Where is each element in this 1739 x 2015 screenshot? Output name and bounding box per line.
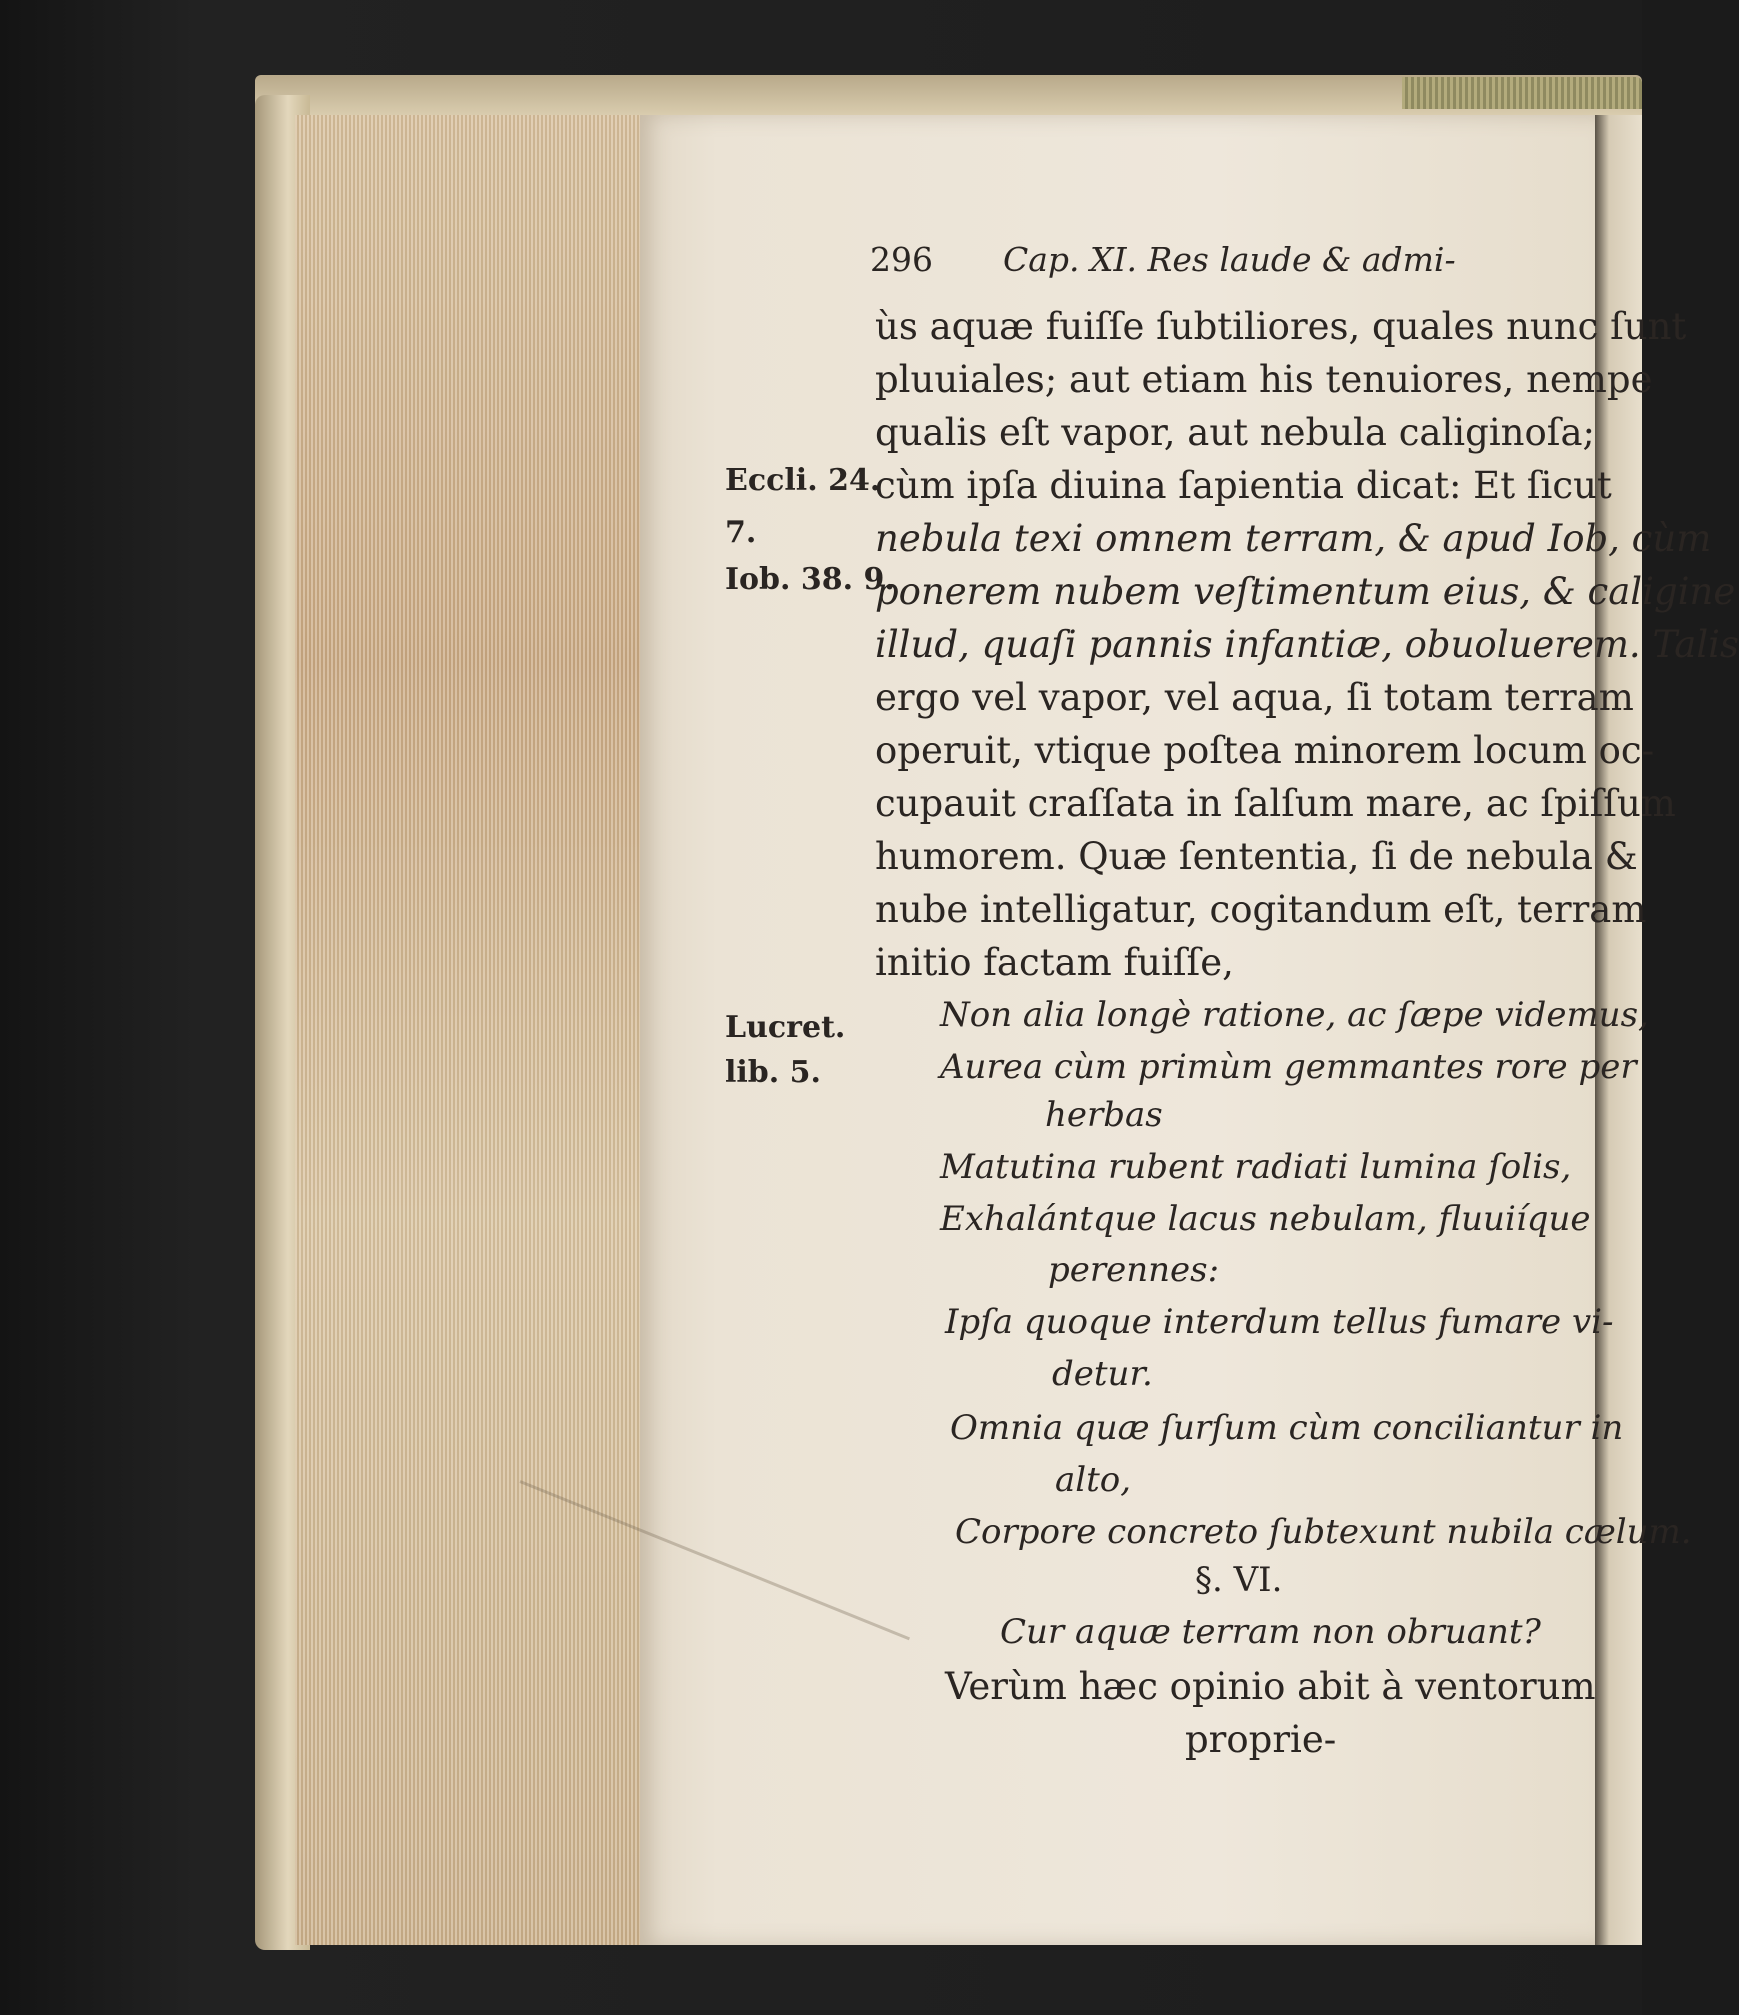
section-title: Cur aquæ terram non obruant? — [1000, 1612, 1541, 1652]
page-edges — [295, 115, 647, 1945]
verse-line: Aurea cùm primùm gemmantes rore per — [940, 1047, 1637, 1087]
catchword: proprie- — [1185, 1718, 1337, 1761]
body-line: nebula texi omnem terram, & apud Iob, cùm — [875, 517, 1712, 560]
verse-line: Omnia quæ ſurſum cùm conciliantur in — [950, 1408, 1624, 1448]
margin-note: Iob. 38. 9. — [725, 562, 895, 597]
body-line: qualis eſt vapor, aut nebula caliginoſa; — [875, 411, 1595, 454]
running-title: Cap. XI. Res laude & admi- — [1003, 240, 1456, 279]
running-header — [870, 240, 1456, 279]
body-line: illud, quaſi pannis infantiæ, obuoluerem. Talis — [875, 623, 1739, 666]
page-number: 296 — [870, 240, 933, 279]
verse-line: perennes: — [1048, 1250, 1220, 1290]
verse-line: herbas — [1045, 1095, 1163, 1135]
verse-line: Exhalántque lacus nebulam, fluuiíque — [940, 1199, 1591, 1239]
body-line: operuit, vtique poſtea minorem locum oc- — [875, 729, 1655, 772]
body-line: Verùm hæc opinio abit à ventorum — [945, 1665, 1596, 1708]
margin-note: lib. 5. — [725, 1055, 821, 1090]
section-number: §. VI. — [1195, 1560, 1283, 1600]
verse-line: alto, — [1055, 1460, 1132, 1500]
body-line: nube intelligatur, cogitandum eſt, terram — [875, 888, 1647, 931]
verse-line: detur. — [1052, 1354, 1153, 1394]
body-line: cupauit craſſata in ſalſum mare, ac ſpiſſum — [875, 782, 1676, 825]
body-line: cùm ipſa diuina ſapientia dicat: Et ſicut — [875, 464, 1612, 507]
body-line: ùs aquæ fuiſſe ſubtiliores, quales nunc ſunt — [875, 305, 1687, 348]
verse-line: Corpore concreto ſubtexunt nubila cælum. — [955, 1512, 1692, 1552]
body-line: ergo vel vapor, vel aqua, ſi totam terram — [875, 676, 1634, 719]
verse-line: Non alia longè ratione, ac ſæpe videmus, — [940, 995, 1649, 1035]
margin-note: Eccli. 24. — [725, 463, 881, 498]
body-line: pluuiales; aut etiam his tenuiores, nempe — [875, 358, 1653, 401]
cloth-binding — [1402, 77, 1642, 109]
verse-line: Ipſa quoque interdum tellus fumare vi- — [945, 1302, 1614, 1342]
margin-note: 7. — [725, 515, 757, 550]
body-line: ponerem nubem veſtimentum eius, & caligine — [875, 570, 1736, 613]
margin-note: Lucret. — [725, 1010, 846, 1045]
body-line: humorem. Quæ ſententia, ſi de nebula & — [875, 835, 1638, 878]
verse-line: Matutina rubent radiati lumina ſolis, — [940, 1147, 1572, 1187]
body-line: initio factam fuiſſe, — [875, 941, 1234, 984]
